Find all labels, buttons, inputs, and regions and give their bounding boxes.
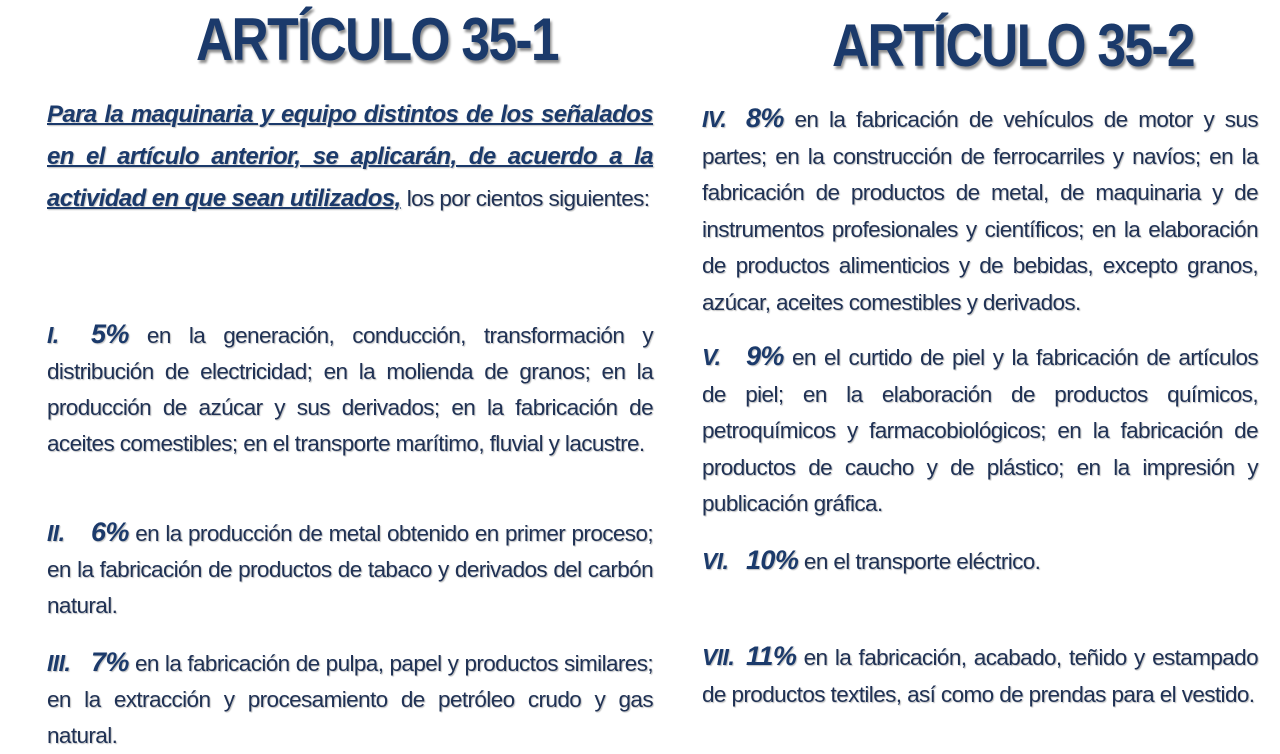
intro-rest: los por cientos siguientes: (406, 186, 650, 211)
item-numeral: VII. (702, 644, 735, 670)
article-35-2-title: ARTÍCULO 35-2 (832, 12, 1194, 79)
item-text: en la producción de metal obtenido en primer proceso; en la fabricación de productos de tabaco y derivados del carbón natural. (47, 521, 654, 618)
item-percent: 7% (91, 647, 129, 677)
item-text: en el curtido de piel y la fabricación de artículos de piel; en la elaboración de productos químicos, petroquímicos y farmacobiológicos; en la fabricación de productos de caucho y de plástico; en la impresión y publicación gráfica. (702, 345, 1259, 516)
item-text: en la fabricación de vehículos de motor y sus partes; en la construcción de ferrocarriles y navíos; en la fabricación de productos de metal, de maquinaria y de instrumentos profesionales y científicos; en la elaboración de productos alimenticios y de bebidas, excepto granos, azúcar, aceites comestibles y derivados. (702, 107, 1258, 315)
item-numeral: IV. (702, 106, 727, 132)
item-percent: 9% (746, 341, 784, 371)
item-percent: 11% (746, 641, 797, 671)
item-numeral: II. (47, 520, 65, 546)
item-percent: 5% (91, 319, 129, 349)
item-percent: 10% (746, 545, 799, 575)
item-percent: 6% (91, 517, 129, 547)
item-text: en el transporte eléctrico. (803, 549, 1041, 574)
list-item (702, 542, 1258, 580)
list-item (702, 338, 1258, 523)
item-numeral: I. (47, 322, 59, 348)
list-item (47, 644, 653, 754)
item-text: en la fabricación, acabado, teñido y estampado de productos textiles, así como de prendas para el vestido. (702, 645, 1259, 707)
item-text: en la generación, conducción, transformación y distribución de electricidad; en la molienda de granos; en la producción de azúcar y sus derivados; en la fabricación de aceites comestibles; en el transporte marítimo, fluvial y lacustre. (47, 323, 653, 456)
list-item (702, 100, 1258, 321)
list-item (47, 514, 653, 624)
list-item (47, 316, 653, 462)
article-35-1-intro (47, 94, 653, 220)
item-numeral: III. (47, 650, 71, 676)
intro-emphasis: Para la maquinaria y equipo distintos de los señalados en el artículo anterior, se aplicarán, de acuerdo a la actividad en que sean utilizados, (47, 101, 653, 212)
item-numeral: VI. (702, 548, 729, 574)
item-text: en la fabricación de pulpa, papel y productos similares; en la extracción y procesamiento de petróleo crudo y gas natural. (47, 651, 653, 748)
article-35-1-column (47, 94, 654, 748)
article-35-1-title: ARTÍCULO 35-1 (196, 6, 558, 73)
item-percent: 8% (746, 103, 784, 133)
list-item (702, 638, 1258, 713)
item-numeral: V. (702, 344, 721, 370)
